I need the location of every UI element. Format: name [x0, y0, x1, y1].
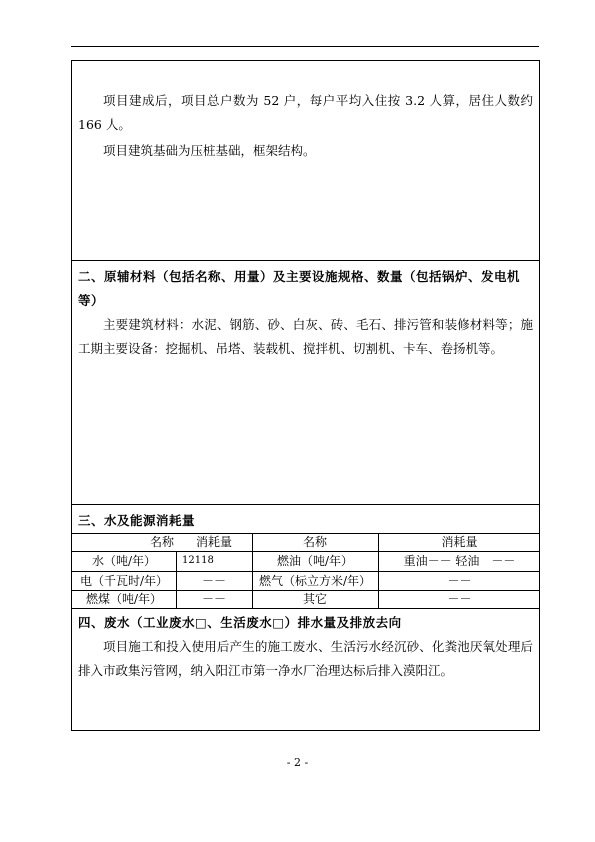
section-divider [72, 504, 539, 505]
table-header-name: 名称 [149, 535, 174, 549]
header-rule [71, 46, 539, 47]
energy-heading: 三、水及能源消耗量 [78, 513, 196, 528]
table-cell: －－ [201, 592, 226, 606]
table-cell: 水（吨/年） [91, 554, 157, 568]
materials-heading: 二、原辅材料（包括名称、用量）及主要设施规格、数量（包括锅炉、发电机等） [78, 269, 521, 308]
table-header-consumption-2: 消耗量 [441, 535, 478, 549]
table-cell: 燃煤（吨/年） [85, 592, 163, 606]
table-cell: 重油－－ 轻油 －－ [403, 554, 516, 568]
table-cell: －－ [447, 574, 472, 588]
section-divider [72, 608, 539, 609]
project-structure-paragraph: 项目建筑基础为压桩基础，框架结构。 [103, 143, 316, 158]
table-cell: 燃油（吨/年） [276, 554, 354, 568]
materials-paragraph: 主要建筑材料：水泥、钢筋、砂、白灰、砖、毛石、排污管和装修材料等；施工期主要设备：挖掘机、吊塔、装载机、搅拌机、切割机、卡车、卷扬机等。 [78, 317, 533, 356]
table-cell: －－ [201, 574, 226, 588]
project-population-paragraph: 项目建成后，项目总户数为 52 户，每户平均入住按 3.2 人算，居住人数约 166 人。 [78, 93, 533, 132]
table-cell: 电（千瓦时/年） [79, 574, 169, 588]
table-cell: 其它 [302, 592, 327, 606]
table-header-name-2: 名称 [302, 535, 327, 549]
wastewater-heading: 四、废水（工业废水□、生活废水□）排水量及排放去向 [78, 615, 402, 630]
table-cell: 12118 [182, 555, 214, 566]
table-cell: －－ [447, 592, 472, 606]
form-frame [71, 60, 540, 731]
wastewater-paragraph: 项目施工和投入使用后产生的施工废水、生活污水经沉砂、化粪池厌氧处理后排入市政集污管网，纳入阳江市第一净水厂治理达标后排入漠阳江。 [78, 639, 533, 678]
section-divider [72, 260, 539, 261]
table-cell: 燃气（标立方米/年） [258, 574, 372, 588]
page-number: - 2 - [286, 756, 309, 769]
table-header-consumption: 消耗量 [195, 535, 232, 549]
